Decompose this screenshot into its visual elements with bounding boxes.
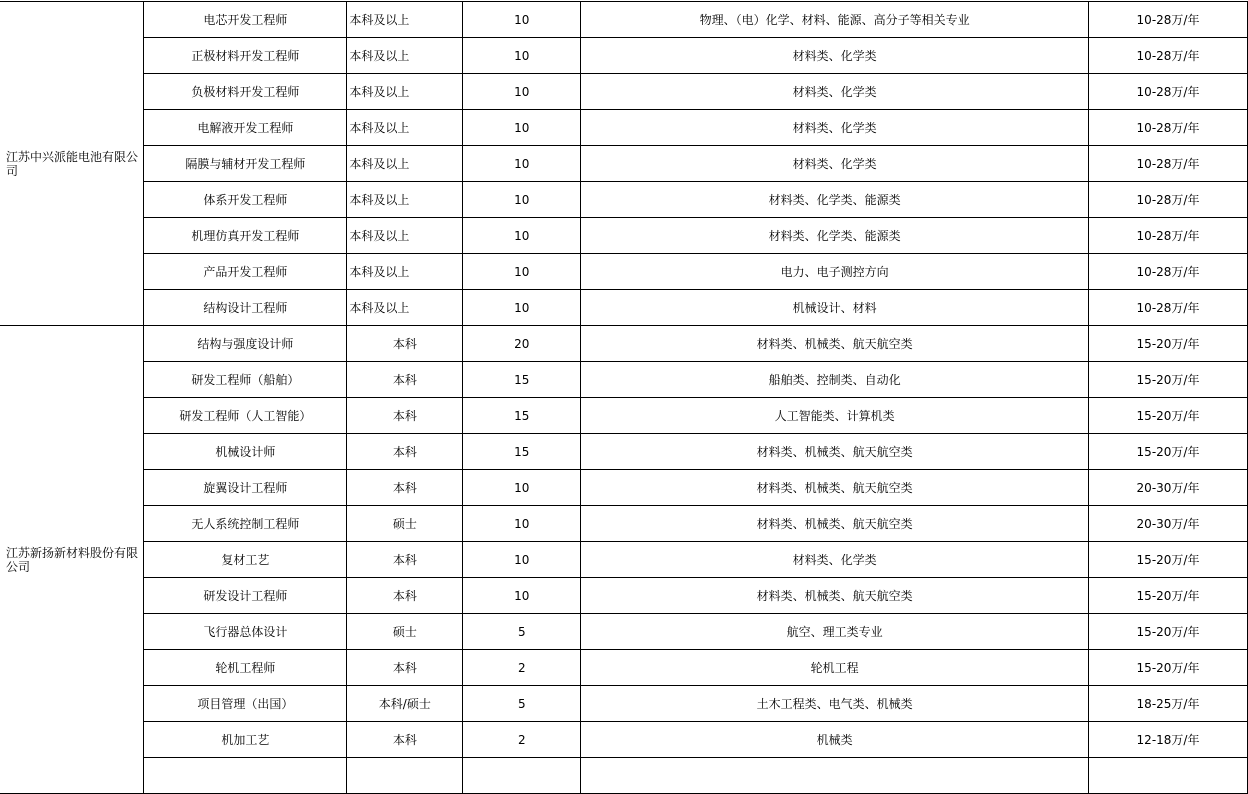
table-row [0,650,1248,686]
position-cell: 研发设计工程师 [144,578,347,614]
degree-cell: 本科 [347,542,463,578]
count-cell: 10 [463,74,581,110]
salary-cell: 10-28万/年 [1089,254,1248,290]
table-row [0,362,1248,398]
degree-cell: 本科及以上 [347,182,463,218]
degree-cell: 本科/硕士 [347,686,463,722]
table-row [0,722,1248,758]
count-cell: 10 [463,110,581,146]
major-cell: 材料类、机械类、航天航空类 [581,506,1089,542]
degree-cell: 本科及以上 [347,146,463,182]
table-row [0,218,1248,254]
major-cell: 船舶类、控制类、自动化 [581,362,1089,398]
position-cell: 旋翼设计工程师 [144,470,347,506]
table-row [0,470,1248,506]
count-cell: 2 [463,722,581,758]
table-row [0,434,1248,470]
job-table-body [0,2,1248,794]
table-row [0,182,1248,218]
position-cell: 机加工艺 [144,722,347,758]
position-cell: 研发工程师（人工智能） [144,398,347,434]
table-row [0,146,1248,182]
table-row [0,506,1248,542]
salary-cell: 15-20万/年 [1089,578,1248,614]
count-cell: 10 [463,578,581,614]
position-cell: 机械设计师 [144,434,347,470]
salary-cell: 10-28万/年 [1089,2,1248,38]
count-cell: 20 [463,326,581,362]
major-cell: 材料类、化学类 [581,542,1089,578]
salary-cell: 10-28万/年 [1089,290,1248,326]
position-cell: 结构设计工程师 [144,290,347,326]
table-row [0,290,1248,326]
degree-cell: 本科 [347,650,463,686]
table-row [0,326,1248,362]
count-cell: 5 [463,686,581,722]
salary-cell: 15-20万/年 [1089,614,1248,650]
position-cell: 轮机工程师 [144,650,347,686]
salary-cell: 10-28万/年 [1089,74,1248,110]
table-row [0,254,1248,290]
count-cell: 15 [463,398,581,434]
major-cell: 材料类、机械类、航天航空类 [581,470,1089,506]
major-cell: 物理、（电）化学、材料、能源、高分子等相关专业 [581,2,1089,38]
degree-cell: 本科 [347,578,463,614]
count-cell: 15 [463,362,581,398]
table-row [0,74,1248,110]
salary-cell: 10-28万/年 [1089,110,1248,146]
major-cell: 电力、电子测控方向 [581,254,1089,290]
table-row [0,110,1248,146]
job-table [0,1,1248,794]
position-cell: 结构与强度设计师 [144,326,347,362]
major-cell: 材料类、化学类 [581,74,1089,110]
degree-cell: 本科 [347,326,463,362]
company-name-cell: 江苏新扬新材料股份有限公司 [0,326,144,794]
major-cell: 轮机工程 [581,650,1089,686]
degree-cell: 本科及以上 [347,254,463,290]
degree-cell: 本科 [347,470,463,506]
count-cell: 10 [463,182,581,218]
degree-cell: 本科及以上 [347,2,463,38]
position-cell: 机理仿真开发工程师 [144,218,347,254]
count-cell: 10 [463,218,581,254]
table-row [0,542,1248,578]
major-cell: 材料类、化学类、能源类 [581,218,1089,254]
position-cell: 研发工程师（船舶） [144,362,347,398]
major-cell: 航空、理工类专业 [581,614,1089,650]
major-cell: 材料类、化学类 [581,146,1089,182]
count-cell: 5 [463,614,581,650]
salary-cell: 10-28万/年 [1089,218,1248,254]
count-cell: 10 [463,146,581,182]
table-row [0,686,1248,722]
table-row [0,398,1248,434]
major-cell: 人工智能类、计算机类 [581,398,1089,434]
salary-cell: 20-30万/年 [1089,506,1248,542]
salary-cell: 15-20万/年 [1089,434,1248,470]
major-cell [581,758,1089,794]
position-cell: 电解液开发工程师 [144,110,347,146]
degree-cell: 硕士 [347,506,463,542]
count-cell: 2 [463,650,581,686]
position-cell: 体系开发工程师 [144,182,347,218]
position-cell: 负极材料开发工程师 [144,74,347,110]
degree-cell: 本科及以上 [347,110,463,146]
count-cell: 10 [463,2,581,38]
degree-cell: 本科 [347,434,463,470]
position-cell [144,758,347,794]
degree-cell: 本科 [347,722,463,758]
position-cell: 隔膜与辅材开发工程师 [144,146,347,182]
salary-cell: 18-25万/年 [1089,686,1248,722]
major-cell: 机械类 [581,722,1089,758]
position-cell: 正极材料开发工程师 [144,38,347,74]
degree-cell: 本科 [347,398,463,434]
position-cell: 飞行器总体设计 [144,614,347,650]
table-row [0,578,1248,614]
degree-cell: 硕士 [347,614,463,650]
degree-cell: 本科及以上 [347,290,463,326]
salary-cell [1089,758,1248,794]
position-cell: 项目管理（出国） [144,686,347,722]
count-cell: 10 [463,470,581,506]
count-cell: 10 [463,506,581,542]
salary-cell: 15-20万/年 [1089,362,1248,398]
count-cell [463,758,581,794]
major-cell: 材料类、机械类、航天航空类 [581,434,1089,470]
position-cell: 产品开发工程师 [144,254,347,290]
company-name-cell: 江苏中兴派能电池有限公司 [0,2,144,326]
major-cell: 材料类、机械类、航天航空类 [581,578,1089,614]
salary-cell: 15-20万/年 [1089,398,1248,434]
degree-cell: 本科及以上 [347,74,463,110]
table-row [0,38,1248,74]
salary-cell: 10-28万/年 [1089,146,1248,182]
count-cell: 10 [463,542,581,578]
salary-cell: 10-28万/年 [1089,182,1248,218]
degree-cell [347,758,463,794]
count-cell: 10 [463,254,581,290]
degree-cell: 本科及以上 [347,38,463,74]
position-cell: 无人系统控制工程师 [144,506,347,542]
major-cell: 土木工程类、电气类、机械类 [581,686,1089,722]
major-cell: 材料类、化学类、能源类 [581,182,1089,218]
salary-cell: 20-30万/年 [1089,470,1248,506]
salary-cell: 10-28万/年 [1089,38,1248,74]
major-cell: 材料类、化学类 [581,38,1089,74]
salary-cell: 15-20万/年 [1089,650,1248,686]
degree-cell: 本科 [347,362,463,398]
major-cell: 材料类、化学类 [581,110,1089,146]
degree-cell: 本科及以上 [347,218,463,254]
major-cell: 机械设计、材料 [581,290,1089,326]
count-cell: 15 [463,434,581,470]
count-cell: 10 [463,38,581,74]
table-row [0,614,1248,650]
salary-cell: 15-20万/年 [1089,542,1248,578]
salary-cell: 15-20万/年 [1089,326,1248,362]
table-row [0,2,1248,38]
position-cell: 电芯开发工程师 [144,2,347,38]
salary-cell: 12-18万/年 [1089,722,1248,758]
table-row [0,758,1248,794]
major-cell: 材料类、机械类、航天航空类 [581,326,1089,362]
position-cell: 复材工艺 [144,542,347,578]
count-cell: 10 [463,290,581,326]
